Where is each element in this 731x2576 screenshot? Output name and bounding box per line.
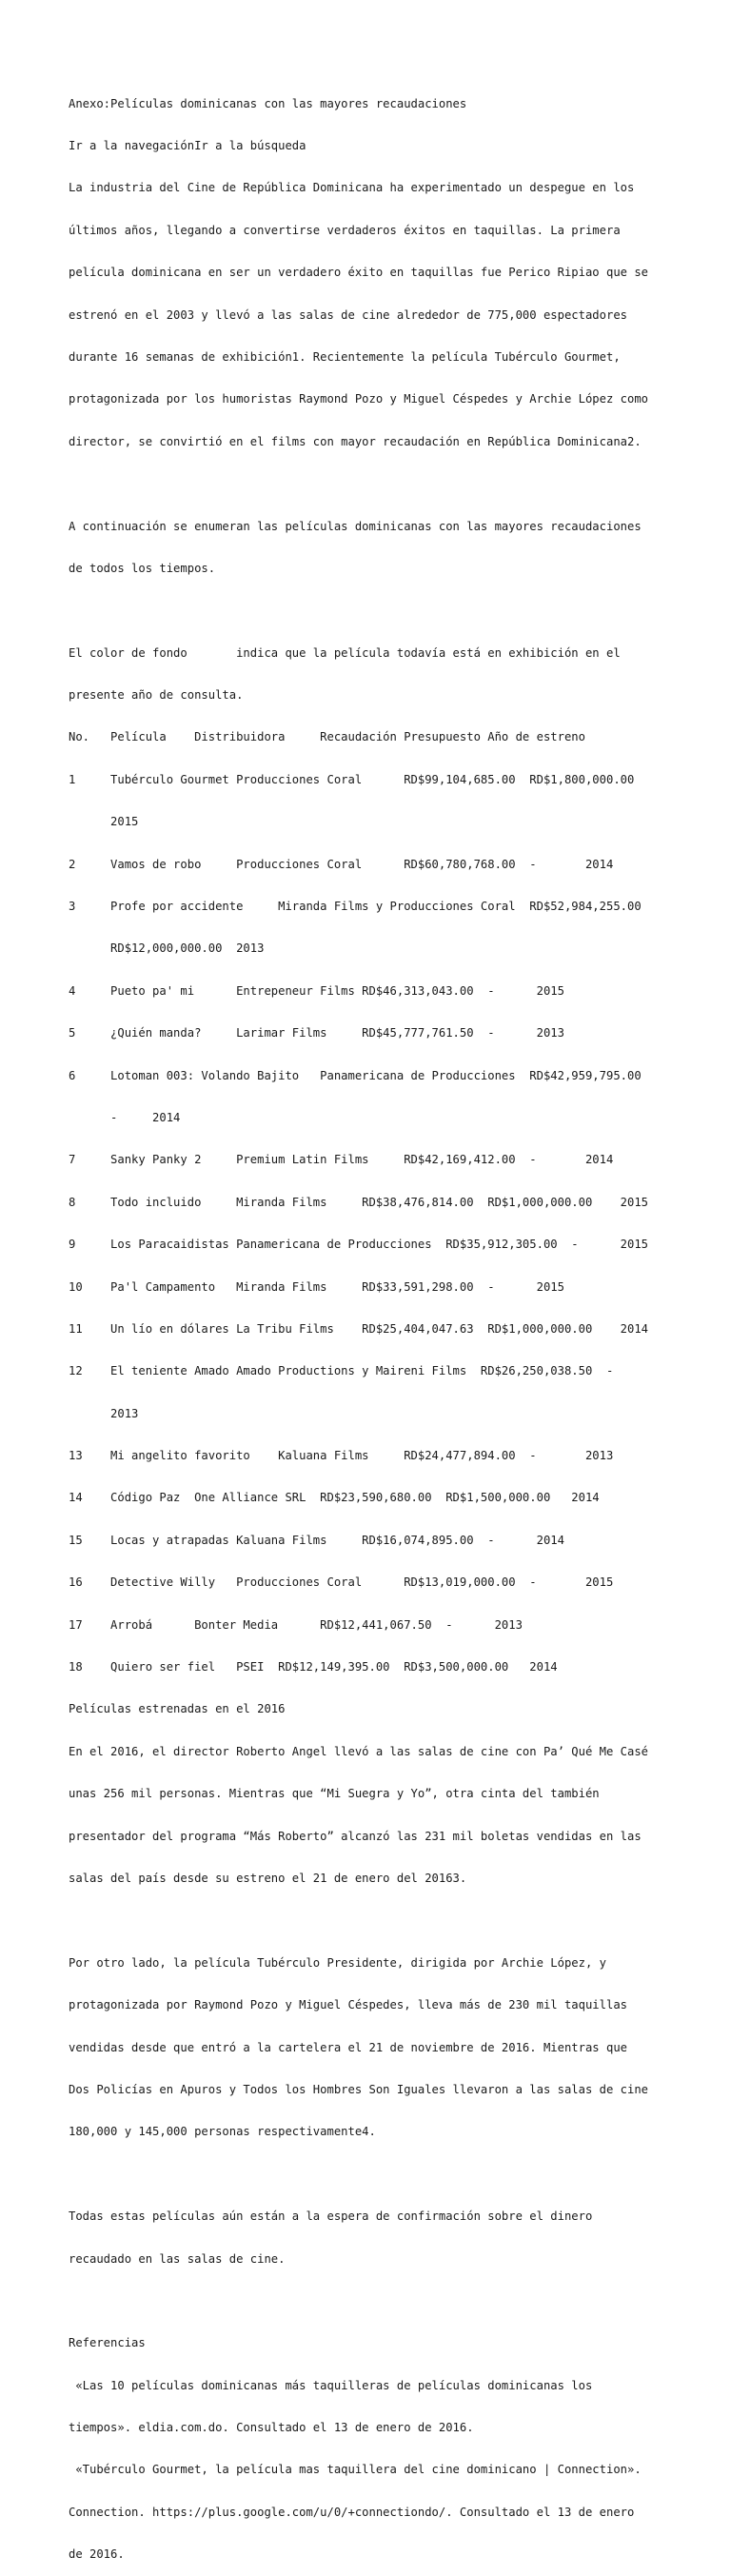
table-row: 5 ¿Quién manda? Larimar Films RD$45,777,761.50 - 2013 (69, 1026, 564, 1040)
blank-line (69, 477, 662, 491)
section-heading: Películas estrenadas en el 2016 (69, 1702, 286, 1716)
paragraph-line: Todas estas películas aún están a la espera de confirmación sobre el dinero (69, 2209, 593, 2224)
references-heading: Referencias (69, 2336, 146, 2350)
reference-item: «Las 10 películas dominicanas más taquilleras de películas dominicanas los (69, 2378, 593, 2392)
reference-item: tiempos». eldia.com.do. Consultado el 13 de enero de 2016. (69, 2421, 474, 2435)
paragraph-line: presentador del programa “Más Roberto” alcanzó las 231 mil boletas vendidas en las (69, 1829, 642, 1843)
paragraph-line: Dos Policías en Apuros y Todos los Hombres Son Iguales llevaron a las salas de cine (69, 2082, 649, 2096)
intro-paragraph-line: La industria del Cine de República Dominicana ha experimentado un despegue en los (69, 181, 635, 195)
table-row: 16 Detective Willy Producciones Coral RD$13,019,000.00 - 2015 (69, 1575, 614, 1590)
table-row: 10 Pa'l Campamento Miranda Films RD$33,591,298.00 - 2015 (69, 1279, 564, 1294)
blank-line (69, 2294, 662, 2308)
table-row: 1 Tubérculo Gourmet Producciones Coral RD$99,104,685.00 RD$1,800,000.00 (69, 772, 635, 786)
paragraph-line: recaudado en las salas de cine. (69, 2251, 286, 2266)
table-row: 3 Profe por accidente Miranda Films y Producciones Coral RD$52,984,255.00 (69, 900, 642, 914)
intro-paragraph-line: estrenó en el 2003 y llevó a las salas de cine alrededor de 775,000 espectadores (69, 307, 627, 322)
paragraph-line: 180,000 y 145,000 personas respectivamente4. (69, 2125, 376, 2139)
table-row: 12 El teniente Amado Amado Productions y Maireni Films RD$26,250,038.50 - (69, 1364, 614, 1378)
table-row: 4 Pueto pa' mi Entrepeneur Films RD$46,313,043.00 - 2015 (69, 983, 564, 998)
background-note-line: El color de fondo indica que la película todavía está en exhibición en el (69, 645, 621, 660)
document-body (69, 69, 662, 2576)
table-row-wrap: 2013 (69, 1406, 139, 1420)
table-row-wrap: - 2014 (69, 1110, 181, 1124)
table-row: 13 Mi angelito favorito Kaluana Films RD$24,477,894.00 - 2013 (69, 1449, 614, 1463)
blank-line (69, 2168, 662, 2182)
table-row: 8 Todo incluido Miranda Films RD$38,476,814.00 RD$1,000,000.00 2015 (69, 1195, 649, 1209)
paragraph-line: vendidas desde que entró a la cartelera el 21 de noviembre de 2016. Mientras que (69, 2040, 627, 2054)
intro-paragraph-line: director, se convirtió en el films con mayor recaudación en República Dominicana2. (69, 434, 642, 448)
paragraph-line: salas del país desde su estreno el 21 de enero del 20163. (69, 1872, 467, 1885)
blank-line (69, 1913, 662, 1928)
reference-item: «Tubérculo Gourmet, la película mas taquillera del cine dominicano | Connection». (69, 2463, 642, 2477)
list-intro-line: A continuación se enumeran las películas dominicanas con las mayores recaudaciones (69, 519, 642, 533)
blank-line (69, 604, 662, 618)
table-row: 7 Sanky Panky 2 Premium Latin Films RD$42,169,412.00 - 2014 (69, 1153, 614, 1167)
table-row-wrap: 2015 (69, 815, 139, 829)
background-note-line: presente año de consulta. (69, 688, 244, 703)
table-row-wrap: RD$12,000,000.00 2013 (69, 941, 265, 956)
table-row: 11 Un lío en dólares La Tribu Films RD$25,404,047.63 RD$1,000,000.00 2014 (69, 1321, 649, 1336)
table-row: 15 Locas y atrapadas Kaluana Films RD$16,074,895.00 - 2014 (69, 1533, 564, 1547)
table-row: 17 Arrobá Bonter Media RD$12,441,067.50 - 2013 (69, 1617, 523, 1632)
table-header: No. Película Distribuidora Recaudación Presupuesto Año de estreno (69, 730, 585, 744)
intro-paragraph-line: últimos años, llegando a convertirse verdaderos éxitos en taquillas. La primera (69, 223, 621, 237)
table-row: 18 Quiero ser fiel PSEI RD$12,149,395.00 RD$3,500,000.00 2014 (69, 1660, 558, 1674)
list-intro-line: de todos los tiempos. (69, 561, 216, 575)
table-row: 2 Vamos de robo Producciones Coral RD$60,780,768.00 - 2014 (69, 857, 614, 871)
intro-paragraph-line: durante 16 semanas de exhibición1. Recientemente la película Tubérculo Gourmet, (69, 349, 621, 364)
reference-item: de 2016. (69, 2547, 125, 2562)
table-row: 9 Los Paracaidistas Panamericana de Producciones RD$35,912,305.00 - 2015 (69, 1238, 649, 1252)
paragraph-line: Por otro lado, la película Tubérculo Presidente, dirigida por Archie López, y (69, 1955, 606, 1970)
table-row: 6 Lotoman 003: Volando Bajito Panamericana de Producciones RD$42,959,795.00 (69, 1068, 642, 1082)
reference-link[interactable]: Connection. https://plus.google.com/u/0/+connectiondo/. Consultado el 13 de enero (69, 2505, 635, 2519)
doc-title: Anexo:Películas dominicanas con las mayores recaudaciones (69, 96, 467, 110)
nav-skip-links[interactable]: Ir a la navegaciónIr a la búsqueda (69, 138, 306, 152)
paragraph-line: protagonizada por Raymond Pozo y Miguel Céspedes, lleva más de 230 mil taquillas (69, 1998, 627, 2012)
table-row: 14 Código Paz One Alliance SRL RD$23,590,680.00 RD$1,500,000.00 2014 (69, 1491, 600, 1505)
paragraph-line: En el 2016, el director Roberto Angel llevó a las salas de cine con Pa’ Qué Me Casé (69, 1744, 649, 1758)
paragraph-line: unas 256 mil personas. Mientras que “Mi Suegra y Yo”, otra cinta del también (69, 1787, 600, 1801)
intro-paragraph-line: película dominicana en ser un verdadero éxito en taquillas fue Perico Ripiao que se (69, 266, 649, 280)
intro-paragraph-line: protagonizada por los humoristas Raymond Pozo y Miguel Céspedes y Archie López como (69, 392, 649, 406)
